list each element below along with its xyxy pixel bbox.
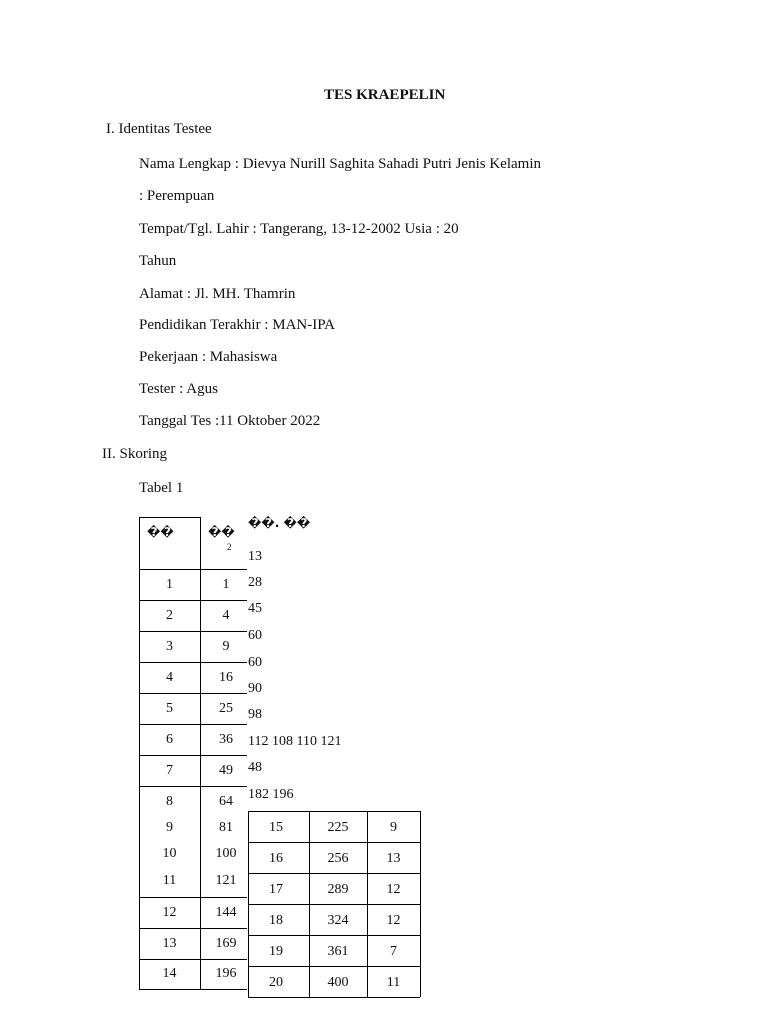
table-row-cell: 2 <box>166 608 173 623</box>
table-row-cell: 7 <box>390 944 397 959</box>
table-row-cell: 10 <box>162 846 177 861</box>
table-row-cell: 5 <box>166 701 173 716</box>
table-row-cell: 196 <box>215 966 237 981</box>
identity-line: Tahun <box>139 253 177 269</box>
table-row-cell: 256 <box>327 851 349 866</box>
col3-value: 90 <box>248 681 262 696</box>
table-row-cell: 16 <box>219 670 233 685</box>
col3-value: 28 <box>248 575 262 590</box>
table-row-cell: 9 <box>166 820 173 835</box>
table-row-cell: 12 <box>386 882 401 897</box>
table-row-cell: 19 <box>269 944 283 959</box>
table-row-cell: 11 <box>162 873 177 888</box>
identity-line: Tempat/Tgl. Lahir : Tangerang, 13-12-2002 Usia : 20 <box>139 221 459 237</box>
col3-value: 13 <box>248 549 262 564</box>
table-row-cell: 324 <box>327 913 349 928</box>
table-row-cell: 6 <box>166 732 173 747</box>
table-row-cell: 18 <box>269 913 283 928</box>
page-title: TES KRAEPELIN <box>324 87 446 103</box>
col3-value: 45 <box>248 601 262 616</box>
header-col3: ��. �� <box>248 516 311 530</box>
section-identity-heading: I. Identitas Testee <box>106 121 212 137</box>
col3-value: 182 196 <box>248 787 294 802</box>
table-row-cell: 12 <box>162 905 177 920</box>
table-row-cell: 100 <box>215 846 237 861</box>
table-row-cell: 16 <box>269 851 283 866</box>
table-row-cell: 13 <box>386 851 401 866</box>
table-row-cell: 15 <box>269 820 283 835</box>
table-row-cell: 12 <box>386 913 401 928</box>
identity-line: Pendidikan Terakhir : MAN-IPA <box>139 317 336 333</box>
table-row-cell: 361 <box>327 944 349 959</box>
table-row-cell: 11 <box>386 975 401 990</box>
table-row-cell: 9 <box>390 820 397 835</box>
identity-line: : Perempuan <box>139 188 215 204</box>
table-row-cell: 1 <box>222 577 230 592</box>
table-row-cell: 64 <box>219 794 233 809</box>
table-row-cell: 225 <box>327 820 349 835</box>
table-row-cell: 49 <box>219 763 233 778</box>
identity-line: Tester : Agus <box>139 381 218 397</box>
table-row-cell: 20 <box>269 975 283 990</box>
table-row-cell: 81 <box>219 820 233 835</box>
table-row-cell: 169 <box>215 936 237 951</box>
header-col1: �� <box>147 525 174 539</box>
table-row-cell: 7 <box>166 763 173 778</box>
table-caption: Tabel 1 <box>139 480 184 496</box>
identity-line: Tanggal Tes :11 Oktober 2022 <box>139 413 321 429</box>
table-row-cell: 36 <box>219 732 233 747</box>
table-row-cell: 4 <box>222 608 230 623</box>
table-row-cell: 8 <box>166 794 173 809</box>
header-col2: �� <box>208 525 235 539</box>
table-row-cell: 4 <box>166 670 173 685</box>
table-row-cell: 144 <box>215 905 237 920</box>
table-row-cell: 400 <box>327 975 349 990</box>
table-row-cell: 9 <box>222 639 230 654</box>
header-col2-superscript: 2 <box>227 542 232 552</box>
table-row-cell: 1 <box>166 577 173 592</box>
table-row-cell: 14 <box>162 966 177 981</box>
table-row-cell: 25 <box>219 701 233 716</box>
col3-value: 112 108 110 121 <box>248 734 342 749</box>
table-row-cell: 121 <box>215 873 237 888</box>
identity-line: Alamat : Jl. MH. Thamrin <box>139 286 296 302</box>
identity-line: Nama Lengkap : Dievya Nurill Saghita Sahadi Putri Jenis Kelamin <box>139 156 541 172</box>
table-row-cell: 17 <box>269 882 283 897</box>
col3-value: 60 <box>248 655 262 670</box>
section-scoring-heading: II. Skoring <box>102 446 167 462</box>
table-row-cell: 289 <box>327 882 349 897</box>
table-row-cell: 3 <box>166 639 173 654</box>
table-row-cell: 13 <box>162 936 177 951</box>
col3-value: 60 <box>248 628 262 643</box>
col3-value: 98 <box>248 707 262 722</box>
identity-line: Pekerjaan : Mahasiswa <box>139 349 278 365</box>
col3-value: 48 <box>248 760 262 775</box>
